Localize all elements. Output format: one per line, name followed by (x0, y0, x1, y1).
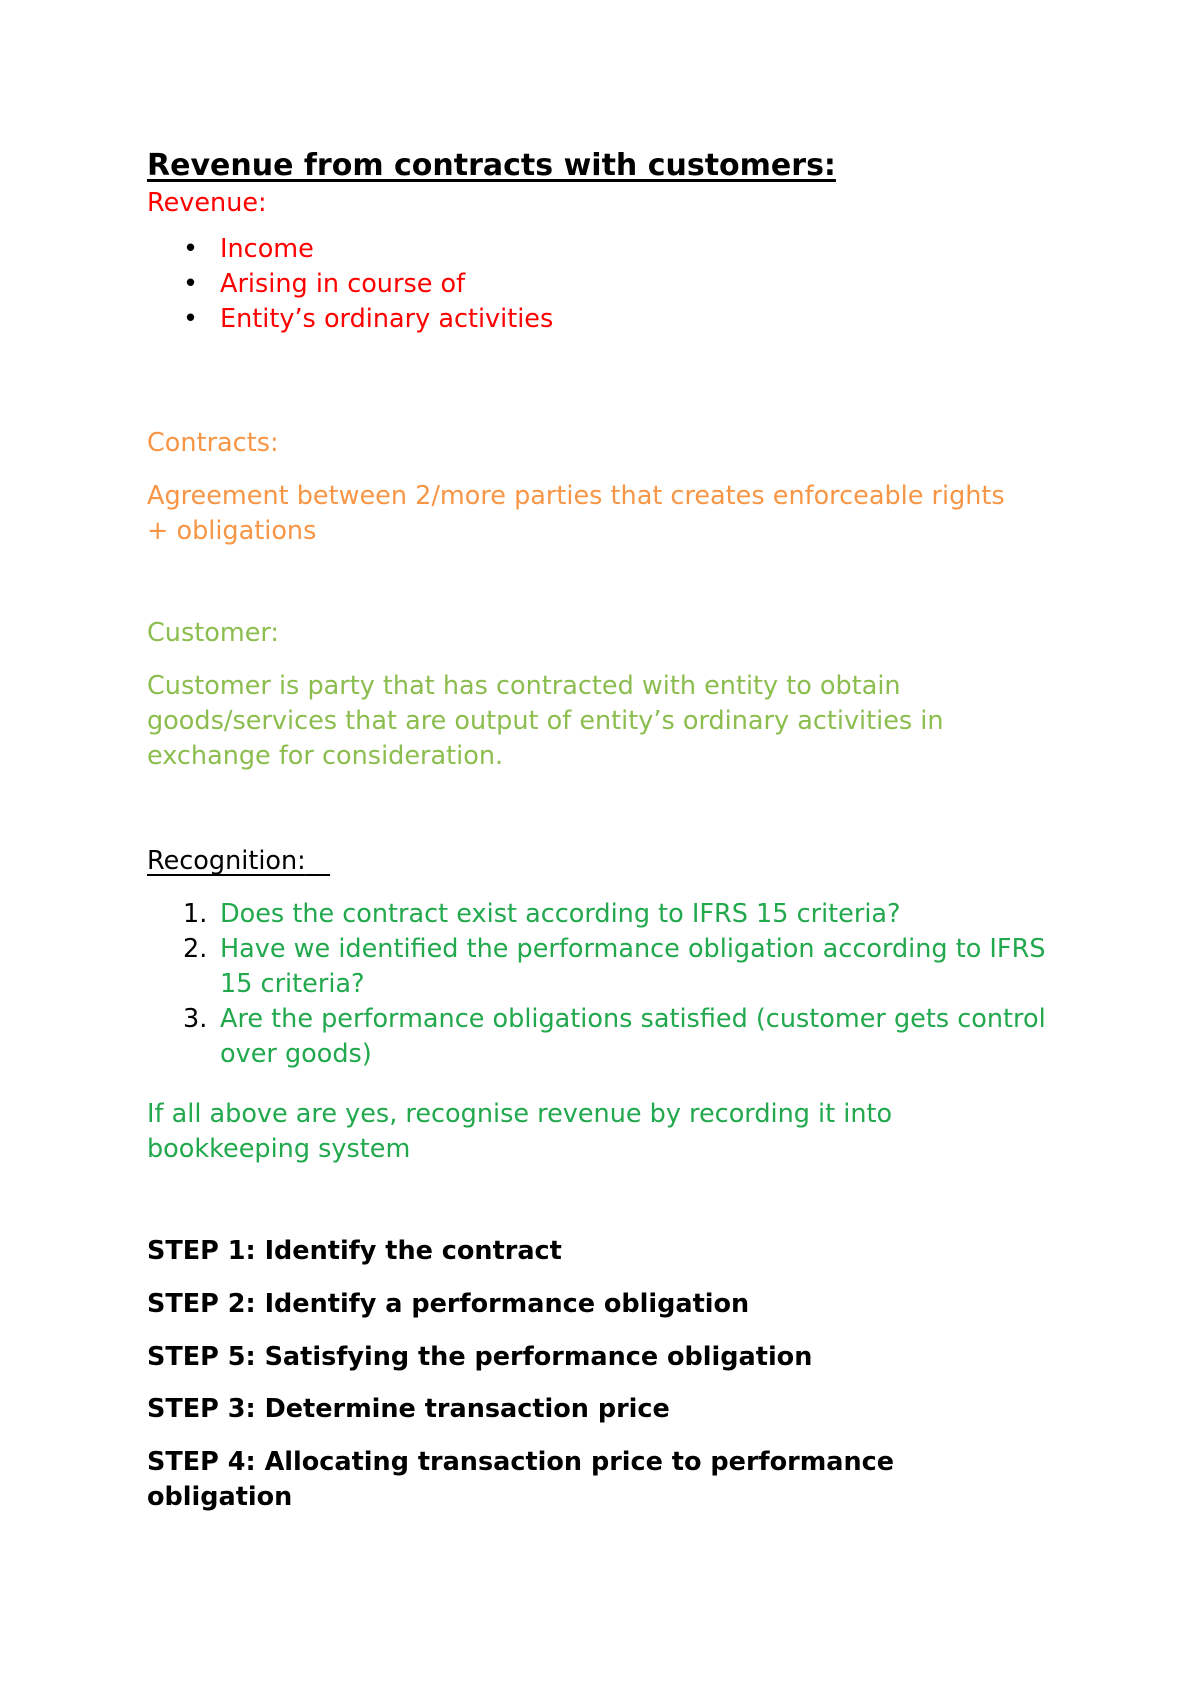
recognition-conclusion: If all above are yes, recognise revenue by recording it into bookkeeping system (147, 1099, 893, 1164)
list-item: 2. Have we identified the performance obligation according to IFRS 15 criteria? (183, 934, 1046, 999)
step-item: STEP 1: Identify the contract (147, 1236, 562, 1266)
contracts-text: Agreement between 2/more parties that creates enforceable rights + obligations (147, 481, 1005, 546)
bullet-icon: • (183, 269, 199, 299)
revenue-list (147, 232, 1077, 337)
step-item: STEP 4: Allocating transaction price to performance obligation (147, 1447, 895, 1512)
list-item: • Income (147, 232, 1077, 267)
contracts-heading: Contracts: (147, 428, 279, 458)
customer-heading: Customer: (147, 618, 280, 648)
document-title: Revenue from contracts with customers: (147, 148, 836, 183)
recognition-heading: Recognition: (147, 846, 306, 876)
step-item: STEP 5: Satisfying the performance obligation (147, 1342, 813, 1372)
list-item: 3. Are the performance obligations satisfied (customer gets control over goods) (183, 1004, 1046, 1069)
customer-text: Customer is party that has contracted with entity to obtain goods/services that are output of entity’s ordinary activities in exchange for consideration. (147, 671, 944, 771)
recognition-list (147, 897, 1072, 1072)
revenue-heading: Revenue: (147, 188, 267, 218)
bullet-icon: • (183, 304, 199, 334)
list-number: 2. (183, 934, 208, 964)
list-item: • Entity’s ordinary activities (147, 302, 1077, 337)
list-number: 1. (183, 899, 208, 929)
step-item: STEP 3: Determine transaction price (147, 1394, 670, 1424)
list-item: • Arising in course of (147, 267, 1077, 302)
list-number: 3. (183, 1004, 208, 1034)
step-item: STEP 2: Identify a performance obligation (147, 1289, 750, 1319)
list-item: 1. Does the contract exist according to IFRS 15 criteria? (147, 897, 1072, 932)
bullet-icon: • (183, 234, 199, 264)
